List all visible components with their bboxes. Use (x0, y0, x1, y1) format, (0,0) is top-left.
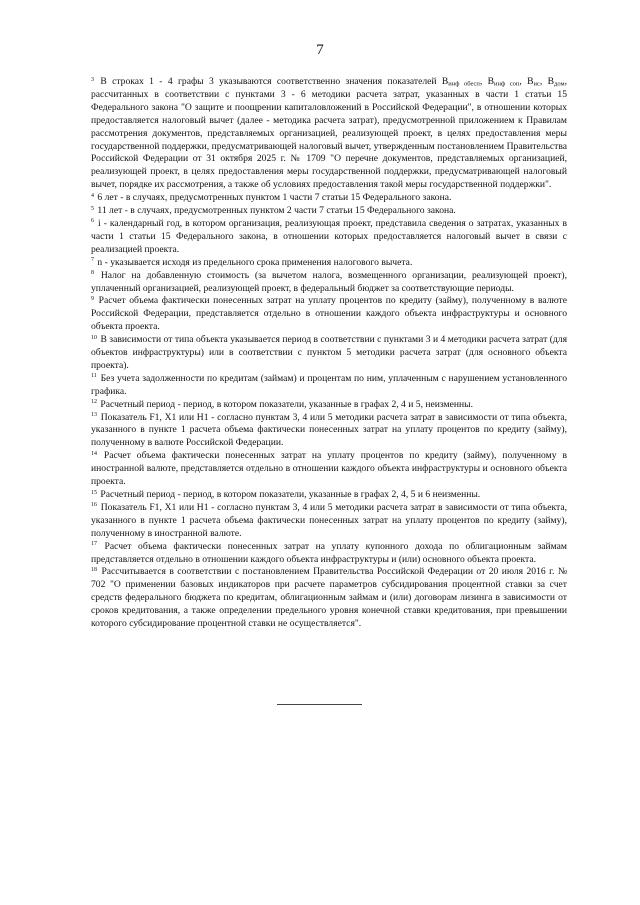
end-divider (277, 704, 362, 705)
footnote-15 (91, 489, 567, 502)
footnote-marker: 14 (91, 450, 97, 457)
footnote-text: Налог на добавленную стоимость (за вычетом налога, возмещенного организации, реализующей проект), уплаченный организацией, реализующей проект, в федеральный бюджет за соответствующие периоды. (91, 269, 567, 294)
footnote-marker: 13 (91, 412, 97, 419)
footnote-text: 6 лет - в случаях, предусмотренных пунктом 1 части 7 статьи 15 Федерального закона. (97, 192, 452, 204)
footnote-marker: 15 (91, 489, 97, 496)
footnote-marker: 4 (91, 192, 94, 199)
subscript: инф соп (494, 80, 520, 88)
footnote-6 (91, 218, 567, 257)
footnote-12 (91, 399, 567, 412)
footnote-text: Расчетный период - период, в котором показатели, указанные в графах 2, 4, 5 и 6 неизменны. (100, 489, 481, 500)
footnote-7 (91, 257, 567, 270)
footnote-marker: 12 (91, 399, 97, 406)
footnote-4 (91, 192, 567, 205)
footnote-text: Показатель F1, X1 или H1 - согласно пунктам 3, 4 или 5 методики расчета затрат в зависимости от типа объекта, указанного в пункте 1 расчета объема фактически понесенных затрат на уплату процентов по кредиту (займу), полученному в валюте Российской Федерации. (91, 411, 567, 449)
subscript: ис (533, 80, 540, 88)
footnote-text: Без учета задолженности по кредитам (займам) и процентам по ним, уплаченным с нарушением установленного графика. (91, 372, 567, 397)
footnote-marker: 11 (91, 373, 97, 380)
footnote-18 (91, 566, 567, 631)
footnote-marker: 6 (91, 218, 94, 225)
footnote-10 (91, 334, 567, 373)
footnote-8 (91, 270, 567, 296)
footnote-text: Показатель F1, X1 или H1 - согласно пунктам 3, 4 или 5 методики расчета затрат в зависимости от типа объекта, указанного в пункте 1 расчета объема фактически понесенных затрат на уплату процентов по кредиту (займу), полученному в иностранной валюте. (91, 501, 567, 539)
footnote-5 (91, 205, 567, 218)
footnote-text: n - указывается исходя из предельного срока применения налогового вычета. (97, 256, 413, 268)
footnotes (91, 76, 567, 631)
footnote-marker: 18 (91, 566, 97, 573)
subscript: инф обесп (448, 80, 480, 88)
footnote-text: Расчет объема фактически понесенных затрат на уплату купонного дохода по облигационным займам представляется отдельно в отношении каждого объекта инфраструктуры и (или) основного объекта проекта. (91, 540, 567, 565)
footnote-text: , рассчитанных в соответствии с пунктами 3 - 6 методики расчета затрат, указанных в части 1 статьи 15 Федерального закона "О защите и поощрении капиталовложений в Российской Федерации", в отношении которых предоставляется налоговый вычет (далее - методика расчета затрат), предусмотренной приложением к Правилам рассмотрения документов, представляемых организацией, реализующей проект, в целях предоставления меры государственной поддержки, предусматривающей налоговый вычет, утвержденным постановлением Правительства Российской Федерации от 31 октября 2025 г. № 1709 "О перечне документов, представляемых организацией, реализующей проект, в целях предоставления меры государственной поддержки, предусматривающей налоговый вычет, порядке их рассмотрения, а также об условиях предоставления такой меры государственной поддержки". (91, 76, 567, 191)
footnote-9 (91, 295, 567, 334)
footnote-text: , В (539, 76, 555, 87)
footnote-text: В строках 1 - 4 графы 3 указываются соответственно значения показателей В (100, 76, 449, 87)
footnote-text: В зависимости от типа объекта указывается период в соответствии с пунктами 3 и 4 методики расчета затрат (для объектов инфраструктуры) или в соответствии с пунктом 5 методики расчета затрат (для основного объекта проекта). (91, 334, 567, 371)
footnote-marker: 9 (91, 295, 94, 302)
page-number: 7 (316, 42, 324, 58)
footnote-marker: 10 (91, 334, 97, 341)
footnote-text: 11 лет - в случаях, предусмотренных пунктом 2 части 7 статьи 15 Федерального закона. (97, 205, 456, 217)
footnote-text: , В (519, 76, 534, 87)
footnote-marker: 7 (91, 257, 94, 264)
footnote-marker: 16 (91, 502, 97, 509)
footnote-marker: 3 (91, 76, 94, 83)
footnote-marker: 17 (91, 541, 97, 548)
footnote-14 (91, 450, 567, 489)
subscript: дом (554, 80, 565, 88)
footnote-text: Расчетный период - период, в котором показатели, указанные в графах 2, 4 и 5, неизменны. (100, 398, 473, 410)
footnote-text: Расчет объема фактически понесенных затрат на уплату процентов по кредиту (займу), полученному в валюте Российской Федерации, представляется отдельно в отношении каждого объекта инфраструктуры и основного объекта проекта. (91, 295, 567, 333)
footnote-text: Расчет объема фактически понесенных затрат на уплату процентов по кредиту (займу), полученному в иностранной валюте, представляется отдельно в отношении каждого объекта инфраструктуры и основного объекта проекта. (91, 450, 567, 488)
footnote-17 (91, 541, 567, 567)
footnote-text: Рассчитывается в соответствии с постановлением Правительства Российской Федерации от 20 июля 2016 г. № 702 "О применении базовых индикаторов при расчете параметров субсидирования процентной ставки за счет средств федерального бюджета по кредитам, облигационным займам и (или) договорам лизинга в зависимости от сроков кредитования, а также определении предельного уровня конечной ставки кредитования, при превышении которого субсидирование процентной ставки не осуществляется". (91, 566, 567, 630)
footnote-text: , В (479, 76, 495, 87)
footnote-16 (91, 502, 567, 541)
footnote-marker: 8 (91, 270, 94, 277)
footnote-11 (91, 373, 567, 399)
footnote-13 (91, 412, 567, 451)
footnote-text: i - календарный год, в котором организация, реализующая проект, представила сведения о затратах, указанных в части 1 статьи 15 Федерального закона, в отношении которых предоставляется налоговый вычет в связи с реализацией проекта. (91, 217, 567, 255)
footnote-marker: 5 (91, 205, 94, 212)
footnote-3 (91, 76, 567, 192)
